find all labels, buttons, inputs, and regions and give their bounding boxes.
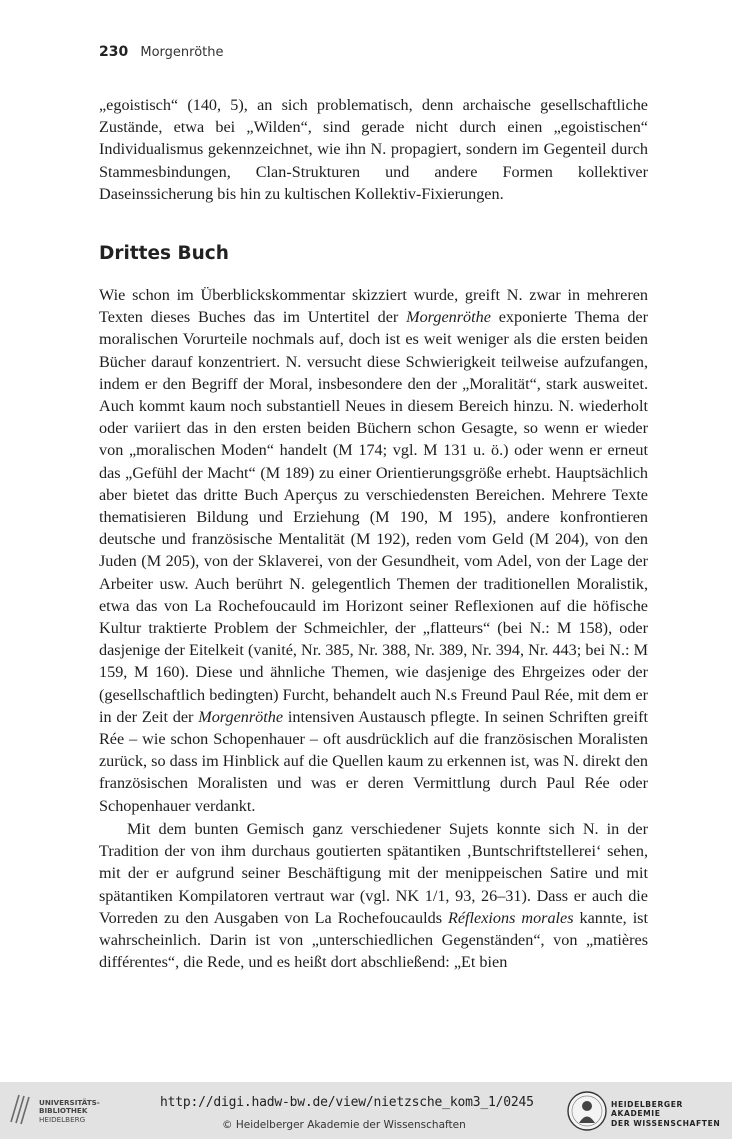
paragraph-drittes-buch-intro bbox=[99, 284, 648, 817]
paragraph-2-part-2: exponierte Thema der moralischen Vorurteile nochmals auf, doch ist es weit weniger als die ersten beiden Bücher darauf konzentriert. N. versucht diese Schwierigkeit teilweise aufzufangen, indem er den Begriff der Moral, insbesondere den der „Moralität“, stark ausweitet. Auch kommt kaum noch substantiell Neues in diesem Bereich hinzu. N. wiederholt oder variiert das in den ersten beiden Büchern schon Gesagte, so wenn er wieder von „moralischen Moden“ handelt (M 174; vgl. M 131 u. ö.) oder wenn er erneut das „Gefühl der Macht“ (M 189) zu einer Orientierungsgröße erhebt. Hauptsächlich aber bietet das dritte Buch Aperçus zu verschiedensten Bereichen. Mehrere Texte thematisieren Bildung und Erziehung (M 190, M 195), andere konfrontieren deutsche und französische Mentalität (M 192), reden vom Geld (M 204), von den Juden (M 205), von der Sklaverei, von der Gesundheit, vom Adel, von der Lage der Arbeiter usw. Auch berührt N. gelegentlich Themen der traditionellen Moralistik, etwa das von La Rochefoucauld im Horizont seiner Reflexionen auf die höfische Kultur traktierte Problem der Schmeichler, der „flatteurs“ (bei N.: M 158), oder dasjenige der Eitelkeit (vanité, Nr. 385, Nr. 388, Nr. 389, Nr. 394, Nr. 443; bei N.: M 159, M 160). Diese und ähnliche Themen, wie dasjenige des Ehrgeizes oder der (gesellschaftlich bedingten) Furcht, behandelt auch N.s Freund Paul Rée, mit dem er in der Zeit der bbox=[99, 308, 648, 726]
work-title-reflexions-morales: Réflexions morales bbox=[447, 908, 574, 927]
paragraph-2-part-1: Wie schon im Überblickskommentar skizziert wurde, greift N. zwar in mehreren Texten dieses Buches das im Untertitel der bbox=[99, 286, 648, 327]
university-library-logo[interactable] bbox=[8, 1092, 108, 1128]
academy-name: HEIDELBERGER AKADEMIE DER WISSENSCHAFTEN bbox=[611, 1100, 721, 1128]
page-number: 230 bbox=[99, 44, 129, 60]
paragraph-3-part-2: kannte, ist wahrscheinlich. Darin ist von „unterschiedlichen Gegenständen“, von „matières différentes“, die Rede, und es heißt dort abschließend: „Et bien bbox=[99, 908, 648, 972]
paragraph-continued bbox=[99, 94, 648, 205]
section-heading: Drittes Buch bbox=[99, 243, 229, 264]
work-title-morgenroethe-2: Morgenröthe bbox=[198, 707, 284, 726]
academy-logo[interactable] bbox=[566, 1090, 726, 1132]
paragraph-buntschriftstellerei bbox=[99, 818, 648, 973]
paragraph-2-text bbox=[99, 284, 648, 817]
permalink-url[interactable]: http://digi.hadw-bw.de/view/nietzsche_kom3_1/0245 bbox=[160, 1095, 534, 1110]
paragraph-2-part-3: intensiven Austausch pflegte. In seinen Schriften greift Rée – wie schon Schopenhauer – oft ausdrücklich auf die französischen Moralisten zurück, so dass im Hinblick auf die Quellen kaum zu erkennen ist, was N. direkt den französischen Moralisten und was er deren Vermittlung durch Paul Rée oder Schopenhauer verdankt. bbox=[99, 707, 648, 815]
running-title: Morgenröthe bbox=[140, 45, 224, 60]
library-name: UNIVERSITÄTS- BIBLIOTHEK HEIDELBERG bbox=[39, 1098, 100, 1124]
work-title-morgenroethe: Morgenröthe bbox=[406, 308, 491, 327]
paragraph-3-text bbox=[99, 818, 648, 973]
library-columns-icon bbox=[8, 1092, 34, 1126]
paragraph-3-part-1: Mit dem bunten Gemisch ganz verschiedener Sujets konnte sich N. in der Tradition der von ihm durchaus goutierten spätantiken ‚Buntschriftstellerei‘ sehen, mit der er aufgrund seiner Beschäftigung mit der menippeischen Satire und mit spätantiken Kompilatoren vertraut war (vgl. NK 1/1, 93, 26–31). Dass er auch die Vorreden zu den Ausgaben von La Rochefoucaulds bbox=[99, 820, 648, 927]
digitization-footer bbox=[0, 1082, 732, 1139]
running-header bbox=[99, 44, 224, 60]
paragraph-1-text: „egoistisch“ (140, 5), an sich problematisch, denn archaische gesellschaftliche Zustände, etwa bei „Wilden“, sind gerade nicht durch einen „egoistischen“ Individualismus gekennzeichnet, wie ihn N. propagiert, sondern im Gegenteil durch Stammesbindungen, Clan-Strukturen und andere Formen kollektiver Daseinssicherung bis hin zu kultischen Kollektiv-Fixierungen. bbox=[99, 96, 648, 203]
copyright-notice: © Heidelberger Akademie der Wissenschaften bbox=[222, 1119, 466, 1131]
academy-seal-icon bbox=[566, 1090, 608, 1132]
